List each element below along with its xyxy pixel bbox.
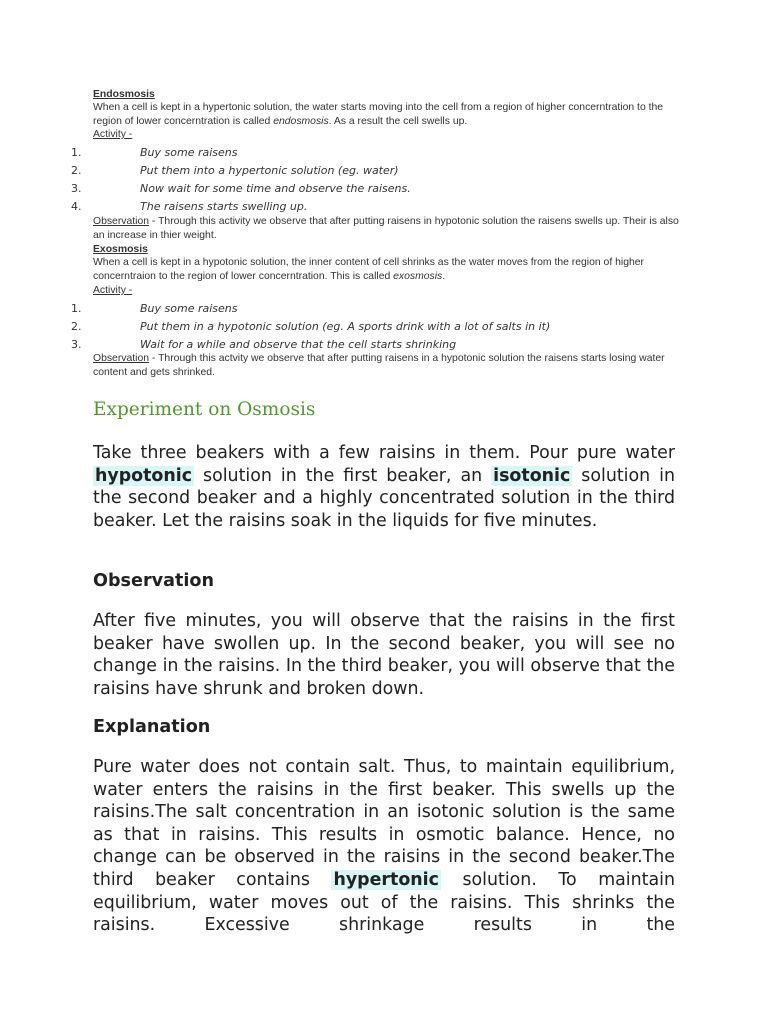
exosmosis-observation (93, 352, 693, 379)
observation-text: After five minutes, you will observe that the raisins in the first beaker have swollen up. In the second beaker, you will see no change in the raisins. In the third beaker, you will observe that the raisins have shrunk and broken down. (93, 611, 675, 699)
list-text: Put them into a hypertonic solution (eg. water) (140, 164, 399, 177)
list-text: Wait for a while and observe that the cell starts shrinking (140, 338, 457, 351)
experiment-text-2: solution in the first beaker, an (194, 465, 492, 486)
list-number: 2. (71, 320, 82, 333)
explanation-text-1: Pure water does not contain salt. Thus, to maintain equilibrium, water enters the raisins in the first beaker. This swells up the raisins.The salt concentration in an isotonic solution is the same as that in raisins. This results in osmotic balance. Hence, no change can be observed in the raisins in the second beaker.The third beaker contains (93, 757, 675, 890)
exosmosis-term: exosmosis (393, 270, 443, 282)
exosmosis-title: Exosmosis (93, 244, 148, 255)
experiment-text-1: Take three beakers with a few raisins in them. Pour pure water (93, 443, 675, 463)
exosmosis-paragraph (93, 256, 683, 283)
list-number: 2. (71, 164, 82, 177)
endosmosis-paragraph (93, 101, 683, 128)
endosmosis-activity-label: Activity - (93, 129, 133, 140)
endosmosis-term: endosmosis (273, 115, 329, 127)
endosmosis-para-before: When a cell is kept in a hypertonic solution, the water starts moving into the cell from a region of higher concerntration to the region of lower concerntration is called (93, 102, 664, 127)
list-text: Buy some raisens (140, 302, 238, 315)
exosmosis-para-before: When a cell is kept in a hypotonic solution, the inner content of cell shrinks as the water moves from the region of higher concerntraion to the region of lower concerntration. This is called (93, 257, 644, 282)
endosmosis-title: Endosmosis (93, 89, 155, 100)
explanation-text-2: solution. To maintain equilibrium, water moves out of the raisins. This shrinks the raisins. Excessive shrinkage results in the (93, 869, 675, 936)
observation-heading: Observation (93, 571, 215, 591)
list-text: The raisens starts swelling up. (140, 200, 308, 213)
list-text: Buy some raisens (140, 146, 238, 159)
endosmosis-observation-text: - Through this activity we observe that after putting raisens in hypotonic solution the raisens swells up. Their is also an increase in thier weight. (93, 216, 679, 241)
exosmosis-observation-text: - Through this actvity we observe that after putting raisens in a hypotonic solution the raisens starts losing water content and gets shrinked. (93, 353, 665, 378)
list-number: 3. (71, 182, 82, 195)
list-text: Put them in a hypotonic solution (eg. A sports drink with a lot of salts in it) (140, 320, 551, 333)
list-number: 1. (71, 146, 82, 159)
list-number: 3. (71, 338, 82, 351)
hypertonic-highlight: hypertonic (333, 869, 439, 890)
list-text: Now wait for some time and observe the raisens. (140, 182, 411, 195)
exosmosis-observation-label: Observation (93, 353, 150, 364)
exosmosis-activity-label: Activity - (93, 285, 133, 296)
list-number: 4. (71, 200, 82, 213)
list-number: 1. (71, 302, 82, 315)
explanation-paragraph (93, 756, 675, 937)
endosmosis-para-after: . As a result the cell swells up. (328, 115, 468, 127)
experiment-text-3: solution in the second beaker and a highly concentrated solution in the third beaker. Let the raisins soak in the liquids for five minutes. (93, 465, 675, 531)
experiment-heading: Experiment on Osmosis (93, 399, 316, 420)
explanation-heading: Explanation (93, 717, 211, 737)
exosmosis-para-after: . (442, 270, 446, 282)
endosmosis-observation-label: Observation (93, 216, 150, 227)
isotonic-highlight: isotonic (493, 465, 571, 486)
experiment-paragraph (93, 442, 675, 532)
endosmosis-observation (93, 215, 683, 242)
observation-paragraph (93, 610, 675, 700)
hypotonic-highlight: hypotonic (95, 465, 193, 486)
